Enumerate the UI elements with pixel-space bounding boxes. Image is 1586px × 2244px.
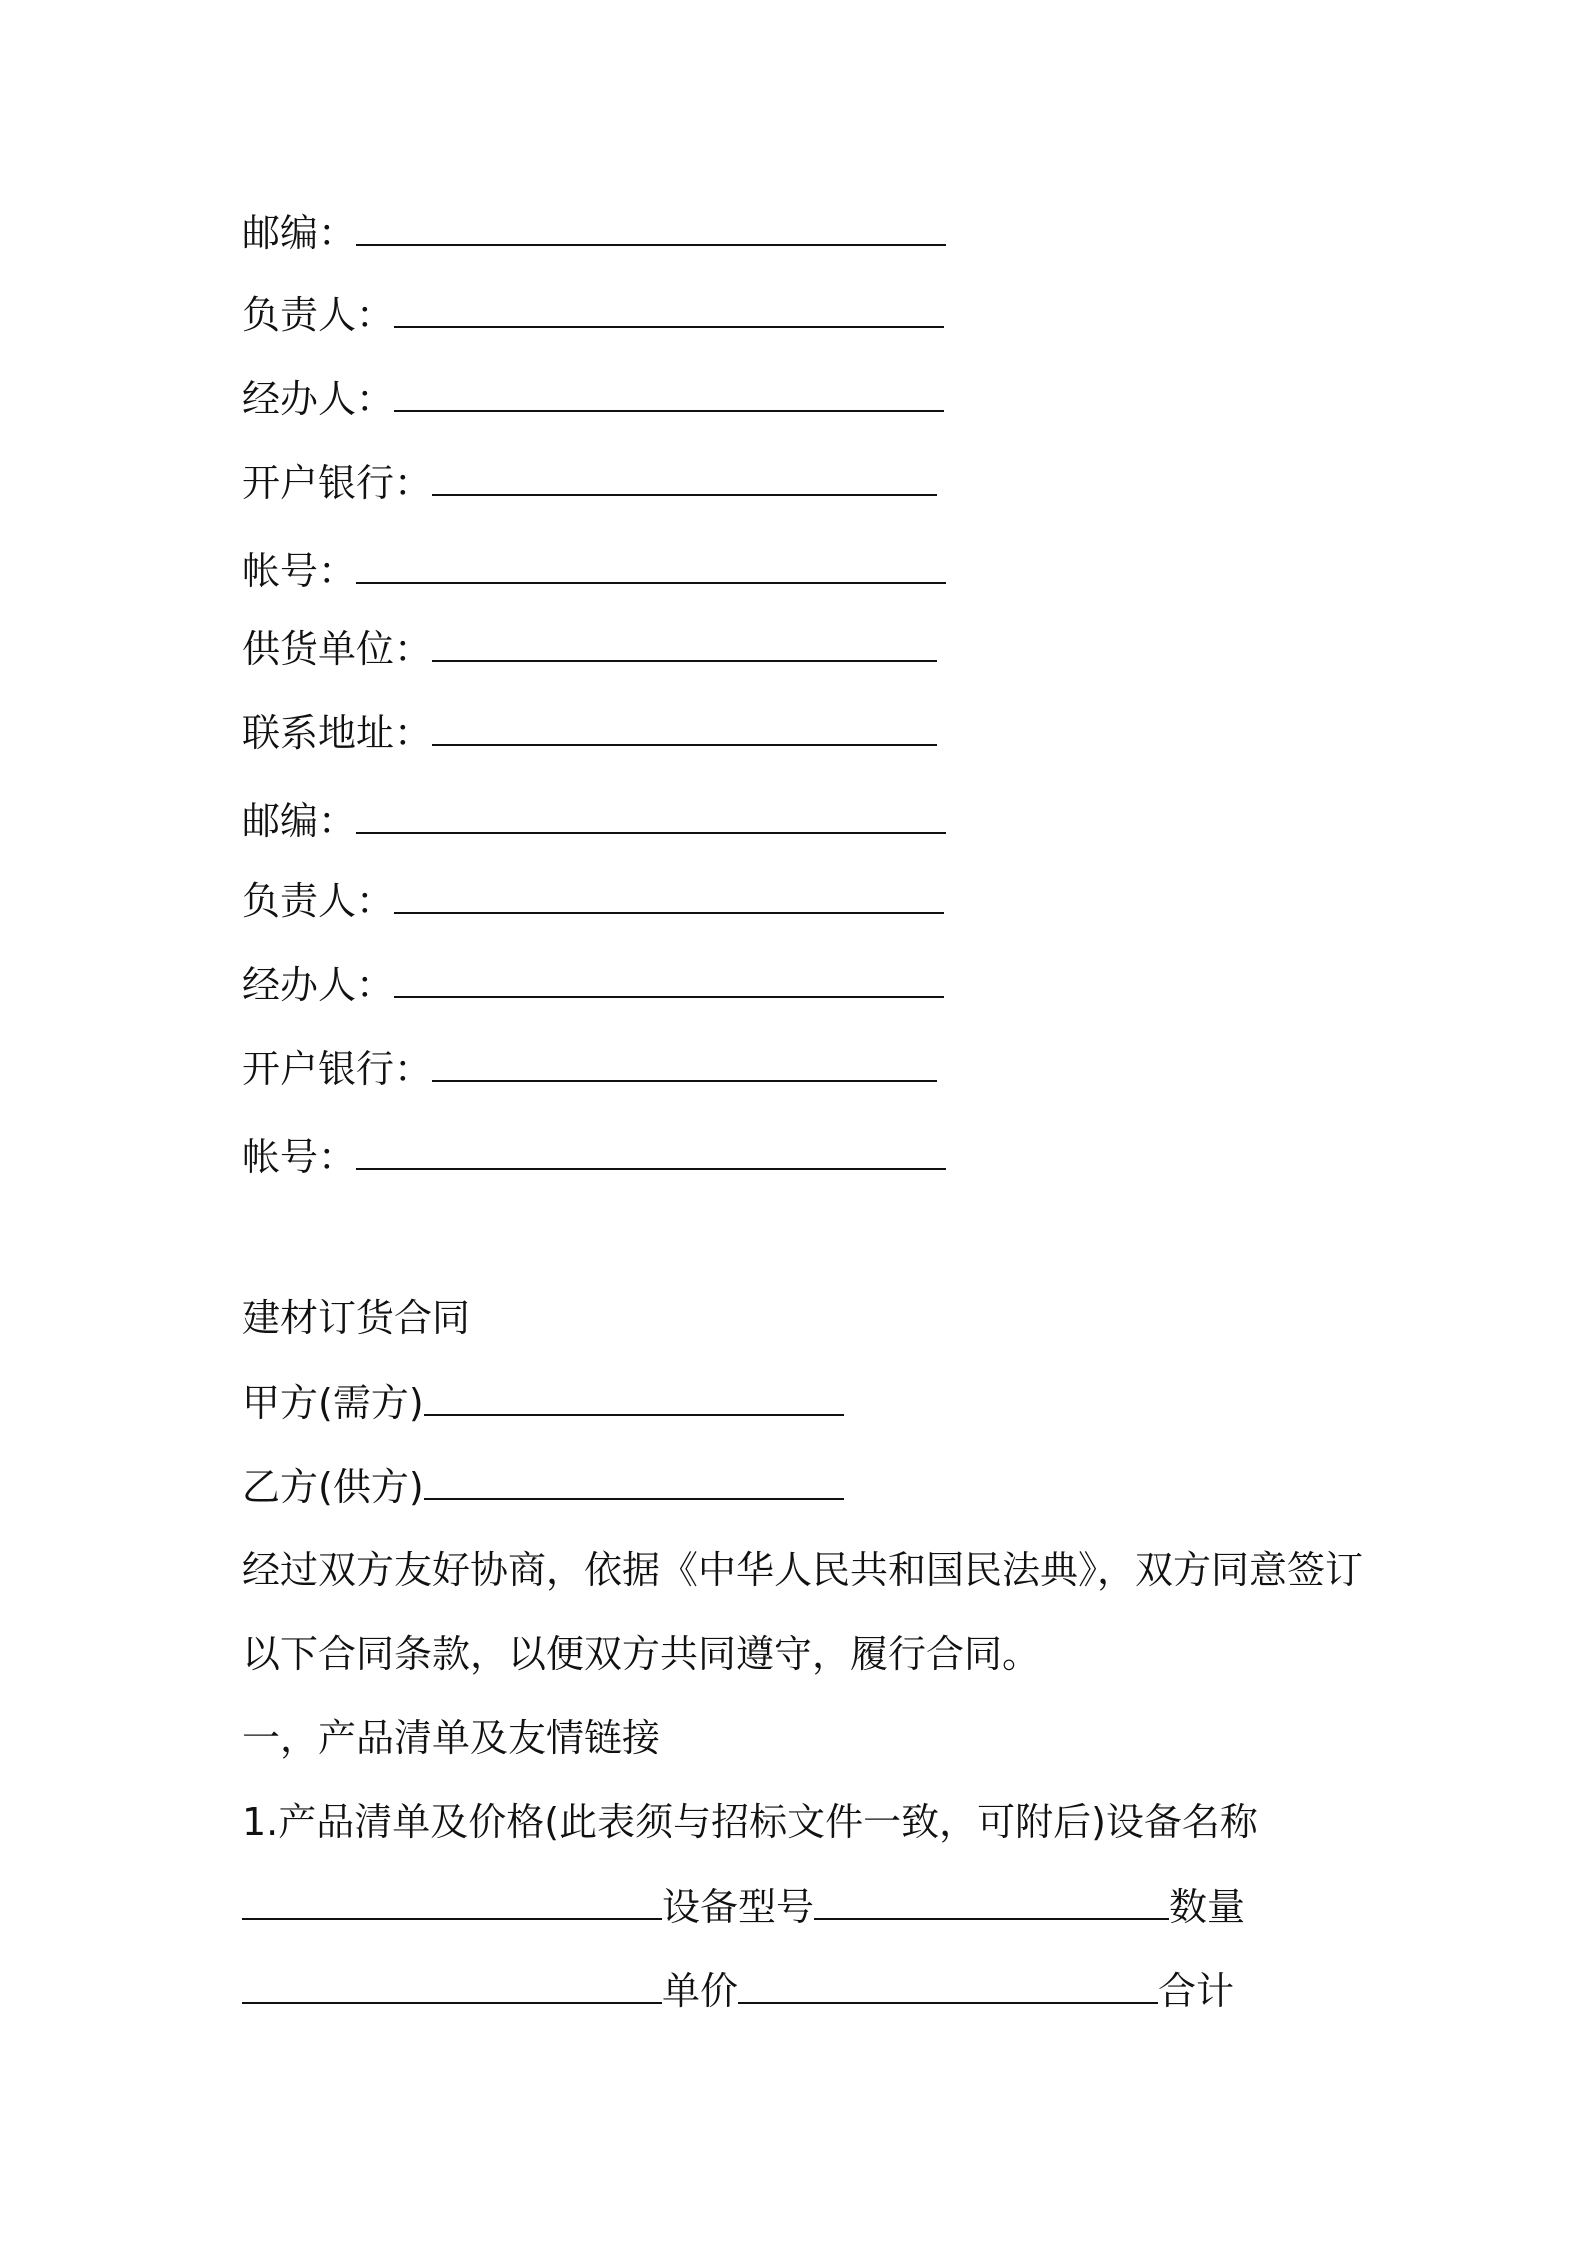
blank-field [432, 458, 937, 496]
manager-line-2: 负责人： [242, 876, 944, 925]
manager-line-1: 负责人： [242, 290, 944, 339]
bank-line-1: 开户银行： [242, 458, 937, 507]
item-1-line: 1.产品清单及价格(此表须与招标文件一致，可附后)设备名称 [242, 1800, 1258, 1844]
intro-paragraph-line-2: 以下合同条款，以便双方共同遵守，履行合同。 [242, 1632, 1041, 1676]
contract-title: 建材订货合同 [242, 1296, 471, 1340]
blank-field [432, 1044, 937, 1082]
handler-line-1: 经办人： [242, 374, 944, 423]
party-a-line: 甲方(需方) [242, 1378, 844, 1427]
section-heading-1: 一，产品清单及友情链接 [242, 1716, 661, 1760]
intro-paragraph-line-1: 经过双方友好协商，依据《中华人民共和国民法典》，双方同意签订 [242, 1548, 1364, 1592]
blank-field [394, 290, 944, 328]
blank-field [242, 1882, 662, 1920]
blank-field [356, 796, 946, 834]
account-line-2: 帐号： [242, 1132, 946, 1181]
blank-field [394, 374, 944, 412]
blank-field [432, 624, 937, 662]
device-model-line: 设备型号 数量 [242, 1882, 1245, 1931]
blank-field [356, 1132, 946, 1170]
bank-line-2: 开户银行： [242, 1044, 937, 1093]
blank-field [394, 876, 944, 914]
supplier-line: 供货单位： [242, 624, 937, 673]
postcode-line-1: 邮编： [242, 208, 946, 257]
blank-field [738, 1966, 1158, 2004]
unit-price-line: 单价 合计 [242, 1966, 1234, 2015]
postcode-line-2: 邮编： [242, 796, 946, 845]
party-b-line: 乙方(供方) [242, 1462, 844, 1511]
blank-field [356, 546, 946, 584]
blank-field [432, 708, 937, 746]
address-line: 联系地址： [242, 708, 937, 757]
handler-line-2: 经办人： [242, 960, 944, 1009]
blank-field [424, 1378, 844, 1416]
account-line-1: 帐号： [242, 546, 946, 595]
blank-field [394, 960, 944, 998]
blank-field [424, 1462, 844, 1500]
blank-field [814, 1882, 1169, 1920]
blank-field [356, 208, 946, 246]
blank-field [242, 1966, 662, 2004]
